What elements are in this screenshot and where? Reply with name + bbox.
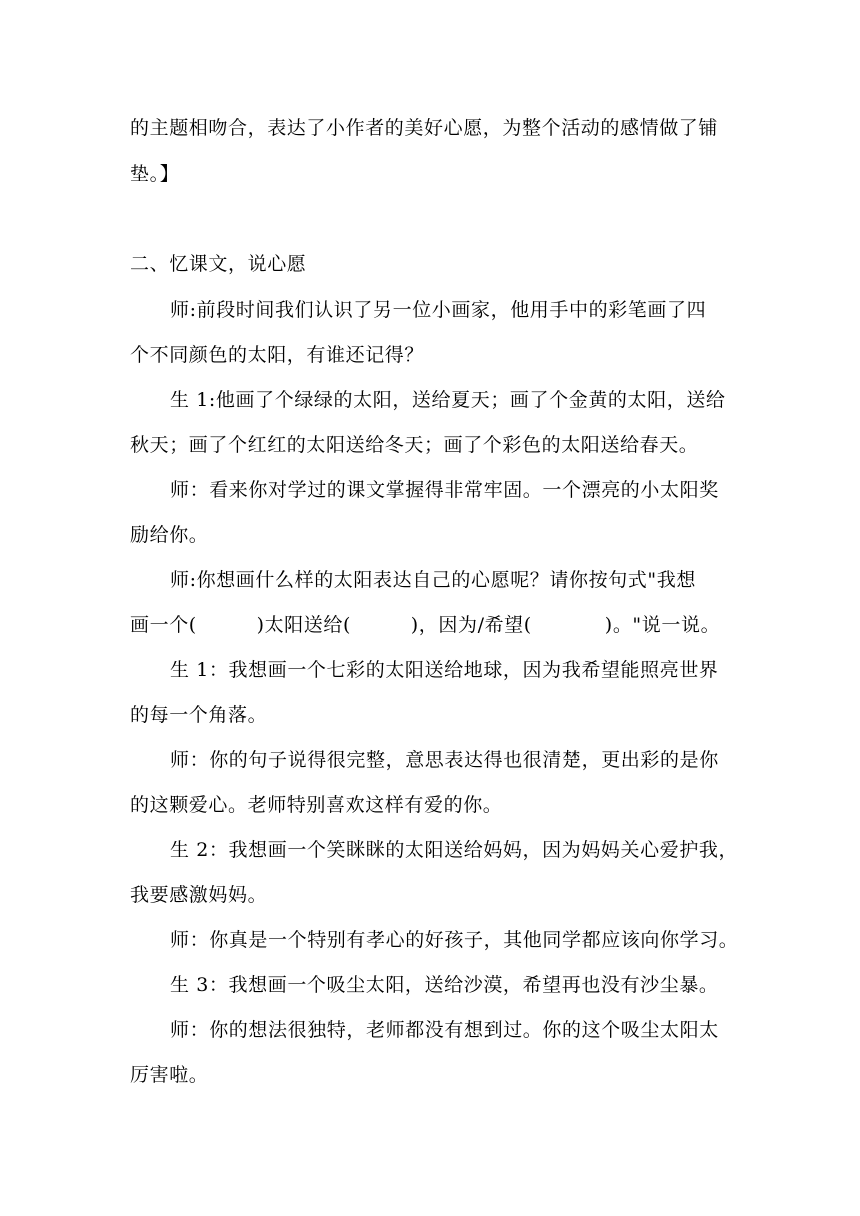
paragraph-line: 个不同颜色的太阳，有谁还记得？ [130,344,425,366]
paragraph-line: 厉害啦。 [130,1064,209,1086]
paragraph-line: 师:你想画什么样的太阳表达自己的心愿呢？请你按句式"我想 [170,569,696,591]
section-heading: 二、忆课文，说心愿 [130,253,307,275]
paragraph-line: 的这颗爱心。老师特别喜欢这样有爱的你。 [130,794,503,816]
paragraph-line: 生 2：我想画一个笑眯眯的太阳送给妈妈，因为妈妈关心爱护我， [170,839,739,861]
paragraph-line: 生 1：我想画一个七彩的太阳送给地球，因为我希望能照亮世界 [170,659,719,681]
paragraph-line: 的主题相吻合，表达了小作者的美好心愿，为整个活动的感情做了铺 [130,117,719,139]
paragraph-line: 生 3：我想画一个吸尘太阳，送给沙漠，希望再也没有沙尘暴。 [170,974,719,996]
paragraph-line: 师:前段时间我们认识了另一位小画家，他用手中的彩笔画了四 [170,299,707,321]
paragraph-line: 我要感激妈妈。 [130,884,268,906]
paragraph-line: 师：你的想法很独特，老师都没有想到过。你的这个吸尘太阳太 [170,1019,719,1041]
paragraph-line: 励给你。 [130,524,209,546]
paragraph-line: 秋天；画了个红红的太阳送给冬天；画了个彩色的太阳送给春天。 [130,434,699,456]
paragraph-line: 的每一个角落。 [130,704,268,726]
paragraph-line: 师：你真是一个特别有孝心的好孩子，其他同学都应该向你学习。 [170,929,739,951]
paragraph-line: 师：看来你对学过的课文掌握得非常牢固。一个漂亮的小太阳奖 [170,479,719,501]
paragraph-line: 垫。】 [130,163,180,185]
paragraph-line: 生 1:他画了个绿绿的太阳，送给夏天；画了个金黄的太阳，送给 [170,389,726,411]
paragraph-line: 画一个( )太阳送给( )，因为/希望( )。"说一说。 [130,614,721,636]
paragraph-line: 师：你的句子说得很完整，意思表达得也很清楚，更出彩的是你 [170,749,719,771]
